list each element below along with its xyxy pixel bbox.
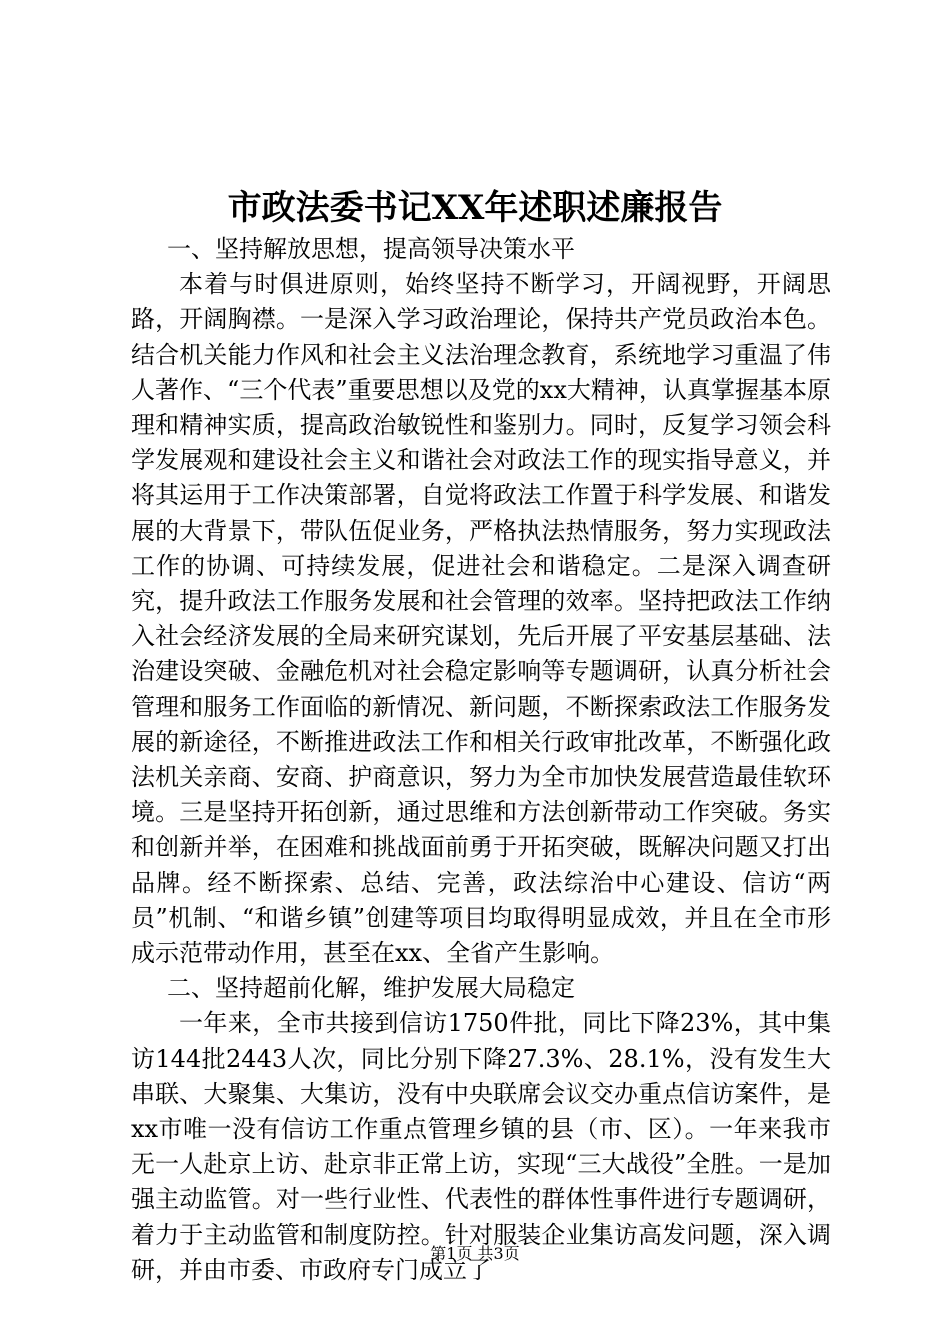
document-body: [131, 232, 831, 1288]
section-paragraph-1: 本着与时俱进原则，始终坚持不断学习，开阔视野，开阔思路，开阔胸襟。一是深入学习政治理论，保持共产党员政治本色。结合机关能力作风和社会主义法治理念教育，系统地学习重温了伟人著作、“三个代表”重要思想以及党的xx大精神，认真掌握基本原理和精神实质，提高政治敏锐性和鉴别力。同时，反复学习领会科学发展观和建设社会主义和谐社会对政法工作的现实指导意义，并将其运用于工作决策部署，自觉将政法工作置于科学发展、和谐发展的大背景下，带队伍促业务，严格执法热情服务，努力实现政法工作的协调、可持续发展，促进社会和谐稳定。二是深入调查研究，提升政法工作服务发展和社会管理的效率。坚持把政法工作纳入社会经济发展的全局来研究谋划，先后开展了平安基层基础、法治建设突破、金融危机对社会稳定影响等专题调研，认真分析社会管理和服务工作面临的新情况、新问题，不断探索政法工作服务发展的新途径，不断推进政法工作和相关行政审批改革，不断强化政法机关亲商、安商、护商意识，努力为全市加快发展营造最佳软环境。三是坚持开拓创新，通过思维和方法创新带动工作突破。务实和创新并举，在困难和挑战面前勇于开拓突破，既解决问题又打出品牌。经不断探索、总结、完善，政法综治中心建设、信访“两员”机制、“和谐乡镇”创建等项目均取得明显成效，并且在全市形成示范带动作用，甚至在xx、全省产生影响。: [131, 270, 831, 968]
page-footer: 第1页 共3页: [430, 1244, 520, 1263]
document-title: 市政法委书记XX年述职述廉报告: [227, 188, 723, 228]
section-heading-1: 一、坚持解放思想，提高领导决策水平: [167, 235, 575, 263]
section-heading-2: 二、坚持超前化解，维护发展大局稳定: [167, 974, 575, 1003]
section-paragraph-2: 一年来，全市共接到信访1750件批，同比下降23%，其中集访144批2443人次，同比分别下降27.3%、28.1%，没有发生大串联、大聚集、大集访，没有中央联席会议交办重点信访案件，是xx市唯一没有信访工作重点管理乡镇的县（市、区）。一年来我市无一人赴京上访、赴京非正常上访，实现“三大战役”全胜。一是加强主动监管。对一些行业性、代表性的群体性事件进行专题调研，着力于主动监管和制度防控。针对服装企业集访高发问题，深入调研，并由市委、市政府专门成立了: [131, 1009, 831, 1284]
